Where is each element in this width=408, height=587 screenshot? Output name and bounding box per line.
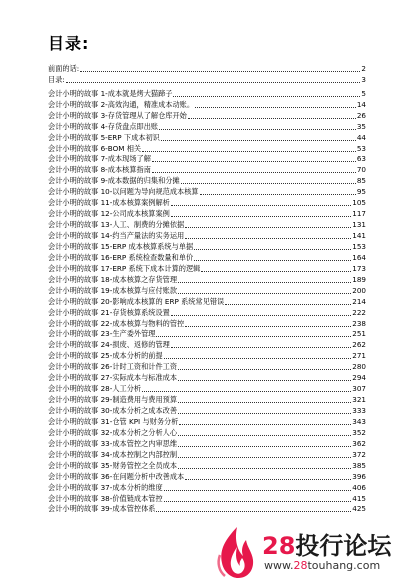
toc-leader-dots	[225, 303, 351, 305]
toc-entry-page: 262	[352, 340, 366, 350]
toc-entry-title: 会计小明的故事 18-成本核算之存货管理	[48, 274, 178, 284]
toc-leader-dots	[173, 95, 360, 97]
toc-entry[interactable]	[48, 372, 366, 383]
toc-entry-title: 会计小明的故事 23-生产委外管理	[48, 329, 156, 339]
toc-entry-page: 5	[361, 88, 366, 98]
toc-entry-title: 会计小明的故事 36-在问题分析中改善成本	[48, 471, 185, 481]
toc-entry[interactable]	[48, 274, 366, 285]
toc-entry-title: 会计小明的故事 27-实际成本与标准成本	[48, 373, 178, 383]
toc-entry[interactable]	[48, 449, 366, 460]
toc-heading: 目录:	[48, 34, 90, 53]
toc-entry[interactable]	[48, 208, 366, 219]
toc-leader-dots	[171, 215, 351, 217]
toc-entry-page: 164	[352, 252, 366, 262]
toc-entry-page: 70	[356, 165, 366, 175]
toc-entry[interactable]	[48, 296, 366, 307]
toc-leader-dots	[200, 193, 356, 195]
toc-leader-dots	[178, 445, 351, 447]
toc-entry-title: 前面的话:	[48, 63, 80, 73]
toc-entry-page: 406	[352, 482, 366, 492]
toc-entry-title: 会计小明的故事 19-成本核算与应付账款	[48, 285, 178, 295]
toc-entry-page: 26	[356, 110, 366, 120]
toc-entry[interactable]	[48, 460, 366, 471]
toc-entry-page: 280	[352, 362, 366, 372]
toc-leader-dots	[171, 346, 351, 348]
toc-entry[interactable]	[48, 285, 366, 296]
toc-entry-page: 131	[352, 220, 366, 230]
toc-entry[interactable]	[48, 339, 366, 350]
toc-entry-title: 会计小明的故事 14-约当产量法的实务运用	[48, 231, 185, 240]
toc-entry-title: 会计小明的故事 4-存货盘点即出账	[48, 121, 159, 131]
toc-entry[interactable]	[48, 394, 366, 405]
toc-entry-page: 2	[361, 63, 366, 73]
toc-entry-title: 会计小明的故事 24-损废、返修的管理	[48, 340, 170, 350]
toc-entry-page: 425	[352, 504, 366, 514]
toc-entry-title: 会计小明的故事 21-存货核算系统设置	[48, 307, 170, 317]
toc-entry-page: 95	[356, 187, 366, 197]
toc-entry-title: 会计小明的故事 26-计时工资和计件工资	[48, 362, 178, 372]
toc-entry-page: 294	[352, 373, 366, 383]
toc-leader-dots	[152, 171, 356, 173]
toc-leader-dots	[195, 106, 356, 108]
toc-entry[interactable]	[48, 438, 366, 449]
watermark-url	[264, 559, 380, 572]
toc-entry[interactable]	[48, 99, 366, 110]
toc-leader-dots	[179, 423, 351, 425]
toc-entry[interactable]	[48, 329, 366, 340]
url-highlight: 28	[293, 559, 308, 572]
toc-entry-title: 会计小明的故事 31-仓管 KPI 与财务分析	[48, 416, 179, 426]
toc-entry[interactable]	[48, 361, 366, 372]
toc-leader-dots	[178, 379, 351, 381]
toc-leader-dots	[164, 500, 352, 502]
toc-entry-title: 会计小明的故事 9-成本数据的归集和分摊	[48, 176, 180, 186]
toc-entry-title: 会计小明的故事 33-成本管控之内审思维	[48, 438, 178, 448]
table-of-contents	[48, 63, 366, 514]
toc-leader-dots	[188, 117, 356, 119]
toc-entry-page: 53	[356, 143, 366, 153]
toc-entry-page: 271	[352, 351, 366, 361]
toc-entry[interactable]	[48, 63, 366, 74]
toc-entry-title: 会计小明的故事 2-高效沟通，精准成本动账。	[48, 99, 195, 109]
toc-leader-dots	[142, 390, 351, 392]
toc-entry-title: 会计小明的故事 17-ERP 系统下成本计算的逻辑	[48, 263, 201, 273]
toc-entry-page: 63	[356, 154, 366, 164]
toc-entry-title: 会计小明的故事 11-成本核算案例解析	[48, 198, 170, 208]
toc-leader-dots	[178, 368, 351, 370]
toc-entry[interactable]	[48, 427, 366, 438]
toc-entry-page: 222	[352, 307, 366, 317]
toc-leader-dots	[156, 510, 351, 512]
toc-entry[interactable]	[48, 110, 366, 121]
toc-entry[interactable]	[48, 132, 366, 143]
toc-entry[interactable]	[48, 230, 366, 241]
toc-entry-page: 85	[356, 176, 366, 186]
toc-leader-dots	[185, 325, 351, 327]
toc-leader-dots	[171, 314, 351, 316]
toc-entry-page: 3	[361, 74, 366, 84]
toc-entry-title: 会计小明的故事 15-ERP 成本核算系统与单据	[48, 241, 194, 251]
toc-entry-title: 会计小明的故事 37-成本分析的维度	[48, 482, 163, 492]
toc-entry[interactable]	[48, 307, 366, 318]
toc-entry[interactable]	[48, 318, 366, 329]
toc-entry[interactable]	[48, 493, 366, 504]
toc-leader-dots	[194, 248, 351, 250]
toc-leader-dots	[185, 237, 351, 239]
toc-entry-page: 372	[352, 449, 366, 459]
toc-entry-page: 44	[356, 132, 366, 142]
toc-entry-page: 117	[352, 209, 366, 219]
toc-entry-page: 362	[352, 438, 366, 448]
toc-entry-title: 会计小明的故事 3-存货管理从了解仓库开始	[48, 110, 187, 120]
toc-entry-page: 141	[352, 231, 366, 240]
toc-entry-page: 35	[356, 121, 366, 131]
toc-entry[interactable]	[48, 154, 366, 165]
toc-entry[interactable]	[48, 143, 366, 154]
toc-entry[interactable]	[48, 197, 366, 208]
toc-entry[interactable]	[48, 350, 366, 361]
toc-entry[interactable]	[48, 219, 366, 230]
toc-entry-title: 会计小明的故事 5-ERP 下成本初识	[48, 132, 160, 142]
toc-leader-dots	[152, 160, 356, 162]
toc-leader-dots	[159, 128, 356, 130]
toc-entry[interactable]	[48, 263, 366, 274]
toc-entry-page: 189	[352, 274, 366, 284]
flame-logo-icon	[216, 525, 256, 579]
toc-entry[interactable]	[48, 164, 366, 175]
toc-entry-title: 会计小明的故事 28-人工分析	[48, 384, 142, 394]
toc-entry-page: 14	[356, 99, 366, 109]
toc-entry-page: 415	[352, 493, 366, 503]
toc-entry-page: 238	[352, 318, 366, 328]
toc-entry-title: 会计小明的故事 32-成本分析之分析人心	[48, 427, 178, 437]
toc-entry-page: 105	[352, 198, 366, 208]
url-suffix: touhang.com	[307, 559, 381, 572]
toc-entry-title: 会计小明的故事 39-成本管控体系	[48, 504, 156, 514]
toc-entry-title: 会计小明的故事 8-成本核算指南	[48, 165, 151, 175]
toc-entry[interactable]	[48, 74, 366, 85]
toc-entry-title: 会计小明的故事 29-制造费用与费用预算	[48, 395, 178, 405]
toc-leader-dots	[164, 357, 352, 359]
toc-leader-dots	[66, 81, 361, 83]
toc-leader-dots	[161, 139, 356, 141]
toc-leader-dots	[156, 335, 351, 337]
toc-entry[interactable]	[48, 504, 366, 515]
toc-entry-title: 会计小明的故事 12-公司成本核算案例	[48, 209, 170, 219]
toc-entry-title: 会计小明的故事 13-人工、制费的分摊依据	[48, 220, 185, 230]
toc-leader-dots	[185, 226, 351, 228]
toc-leader-dots	[178, 281, 351, 283]
toc-entry[interactable]	[48, 252, 366, 263]
toc-entry[interactable]	[48, 405, 366, 416]
toc-entry-title: 目录:	[48, 74, 65, 84]
toc-leader-dots	[178, 401, 351, 403]
toc-entry[interactable]	[48, 471, 366, 482]
watermark-logo	[216, 523, 406, 583]
brand-text: 投行论坛	[295, 532, 392, 560]
toc-leader-dots	[178, 412, 351, 414]
toc-entry-page: 251	[352, 329, 366, 339]
toc-entry-title: 会计小明的故事 38-价值链成本管控	[48, 493, 163, 503]
toc-entry-title: 会计小明的故事 6-BOM 相关	[48, 143, 142, 153]
toc-entry[interactable]	[48, 175, 366, 186]
toc-entry[interactable]	[48, 482, 366, 493]
toc-entry-page: 200	[352, 285, 366, 295]
toc-entry-page: 333	[352, 406, 366, 415]
toc-entry-page: 321	[352, 395, 366, 405]
toc-leader-dots	[185, 478, 351, 480]
toc-leader-dots	[178, 434, 351, 436]
toc-leader-dots	[181, 182, 356, 184]
toc-entry-page: 343	[352, 416, 366, 426]
toc-entry-title: 会计小明的故事 34-成本控制之内部控制	[48, 449, 178, 459]
toc-entry-page: 385	[352, 460, 366, 470]
toc-entry[interactable]	[48, 416, 366, 427]
toc-entry-title: 会计小明的故事 20-影响成本核算的 ERP 系统常见错误	[48, 296, 225, 306]
toc-entry[interactable]	[48, 121, 366, 132]
toc-entry-title: 会计小明的故事 16-ERP 系统检查数量和单价	[48, 252, 194, 262]
toc-leader-dots	[142, 150, 356, 152]
toc-entry[interactable]	[48, 241, 366, 252]
toc-leader-dots	[171, 204, 351, 206]
toc-entry-title: 会计小明的故事 35-财务管控之全员成本	[48, 460, 178, 470]
toc-entry-page: 173	[352, 263, 366, 273]
toc-entry-title: 会计小明的故事 30-成本分析之成本改善	[48, 406, 178, 415]
toc-entry-page: 352	[352, 427, 366, 437]
toc-entry-title: 会计小明的故事 7-成本现场了解	[48, 154, 151, 164]
toc-entry-page: 153	[352, 241, 366, 251]
url-prefix: www.	[264, 559, 294, 572]
toc-entry-page: 396	[352, 471, 366, 481]
toc-entry-title: 会计小明的故事 22-成本核算与物料的管控	[48, 318, 185, 328]
brand-number: 28	[262, 532, 296, 560]
toc-leader-dots	[164, 489, 352, 491]
toc-leader-dots	[178, 292, 351, 294]
toc-entry-title: 会计小明的故事 25-成本分析的前提	[48, 351, 163, 361]
toc-entry[interactable]	[48, 383, 366, 394]
toc-entry-page: 307	[352, 384, 366, 394]
toc-entry-title: 会计小明的故事 10-以问题为导向规范成本核算	[48, 187, 199, 197]
toc-leader-dots	[178, 467, 351, 469]
watermark-brand	[262, 526, 391, 561]
toc-entry[interactable]	[48, 186, 366, 197]
toc-leader-dots	[194, 259, 351, 261]
toc-leader-dots	[80, 70, 360, 72]
toc-leader-dots	[178, 456, 351, 458]
toc-entry-title: 会计小明的故事 1-成本就是烤大猫蹄子	[48, 88, 173, 98]
toc-leader-dots	[201, 270, 351, 272]
toc-entry-page: 214	[352, 296, 366, 306]
toc-entry[interactable]	[48, 88, 366, 99]
